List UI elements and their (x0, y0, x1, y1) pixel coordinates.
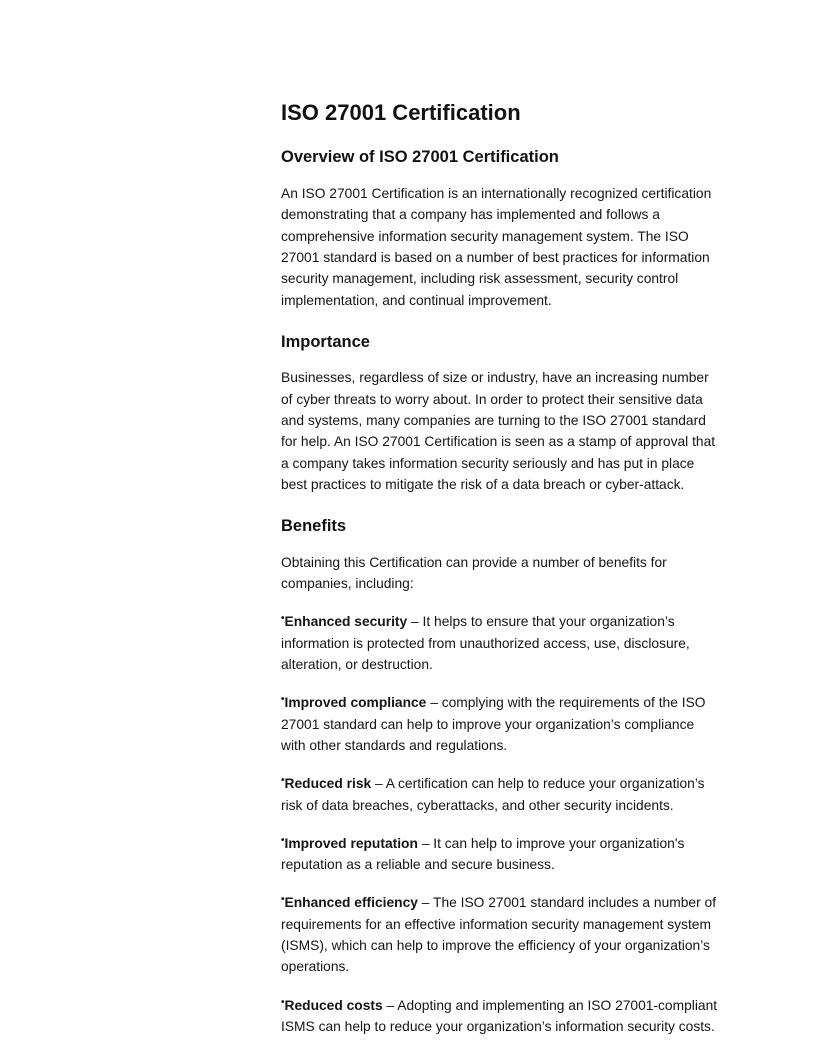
list-item-lead: Reduced costs (284, 997, 383, 1013)
list-item-lead: Improved compliance (284, 695, 427, 711)
bullet-icon: • (281, 894, 285, 906)
list-item-text: – complying with the requirements of the ISO 27001 standard can help to improve your organization’s compliance with other standards and regulations. (281, 695, 706, 753)
paragraph-importance: Businesses, regardless of size or industry, have an increasing number of cyber threats to worry about. In order to protect their sensitive data and systems, many companies are turning to the ISO 27001 standard for help. An ISO 27001 Certification is seen as a stamp of approval that a company takes information security seriously and has put in place best practices to mitigate the risk of a data breach or cyber-attack. (281, 370, 716, 492)
bullet-icon: • (281, 834, 285, 846)
list-item (281, 889, 722, 977)
list-item-text: – The ISO 27001 standard includes a number of requirements for an effective information security management system (ISMS), which can help to improve the efficiency of your organization’s operations. (281, 895, 717, 975)
list-item-lead: Enhanced efficiency (284, 895, 418, 911)
list-item-text: – It helps to ensure that your organization’s information is protected from unauthorized access, use, disclosure, alteration, or destruction. (281, 614, 690, 673)
list-item (281, 830, 722, 876)
paragraph-overview: An ISO 27001 Certification is an internationally recognized certification demonstrating that a company has implemented and follows a comprehensive information security management system. The ISO 27001 standard is based on a number of best practices for information security management, including risk assessment, security control implementation, and continual improvement. (281, 186, 712, 308)
list-item-lead: Enhanced security (284, 614, 408, 630)
list-item-text: – A certification can help to reduce your organization’s risk of data breaches, cyberattacks, and other security incidents. (281, 776, 705, 813)
bullet-icon: • (281, 775, 285, 787)
document-page (281, 100, 722, 1051)
list-item-text: – It can help to improve your organization's reputation as a reliable and secure business. (281, 835, 685, 873)
bullet-icon: • (281, 613, 285, 625)
list-item (281, 770, 722, 816)
paragraph-benefits-intro: Obtaining this Certification can provide a number of benefits for companies, including: (281, 554, 667, 592)
list-item (281, 608, 722, 675)
bullet-icon: • (281, 694, 285, 706)
list-item (281, 689, 722, 756)
list-item (281, 992, 722, 1038)
section-heading-benefits: Benefits (281, 517, 347, 536)
section-heading-importance: Importance (281, 332, 370, 351)
list-item-lead: Reduced risk (284, 776, 372, 792)
bullet-icon: • (281, 996, 285, 1008)
list-item-text: – Adopting and implementing an ISO 27001-compliant ISMS can help to reduce your organization’s information security costs. (281, 997, 718, 1034)
page-title: ISO 27001 Certification (281, 100, 521, 125)
list-item-lead: Improved reputation (284, 835, 418, 851)
section-heading-overview: Overview of ISO 27001 Certification (281, 148, 559, 167)
